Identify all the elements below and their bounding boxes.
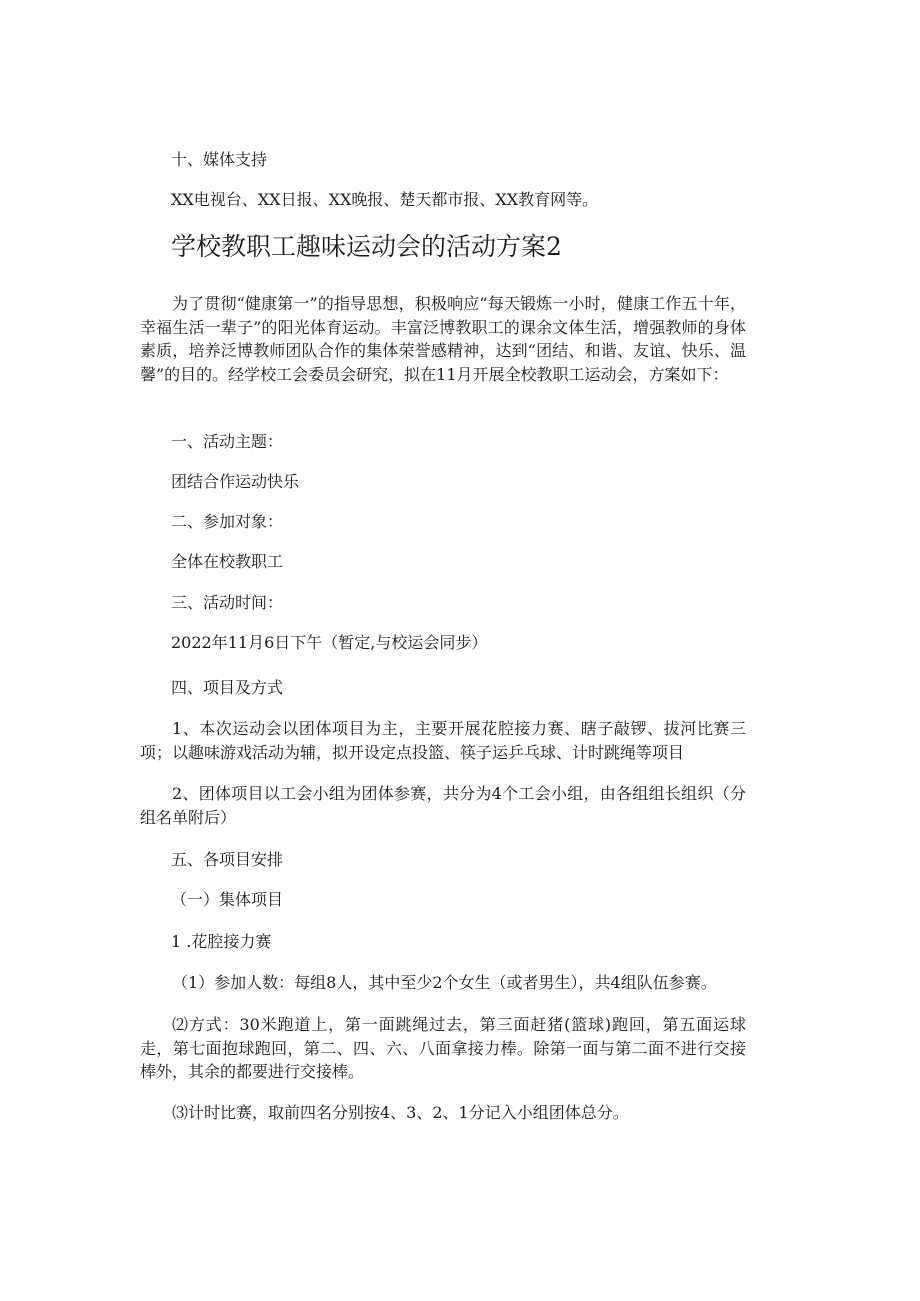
collective-items-subheading: （一）集体项目 (171, 890, 284, 909)
relay-heading: 1 .花腔接力赛 (171, 932, 272, 951)
relay-method: ⑵方式：30米跑道上，第一面跳绳过去，第三面赶猪(篮球)跑回，第五面运球走，第七面抱球跑回，第二、四、六、八面拿接力棒。除第一面与第二面不进行交接棒外，其余的都要进行交接棒。 (140, 1015, 746, 1081)
intro-paragraph: 为了贯彻“健康第一”的指导思想，积极响应“每天锻炼一小时，健康工作五十年，幸福生活一辈子”的阳光体育运动。丰富泛博教职工的课余文体生活，增强教师的身体素质，培养泛博教师团队合作的集体荣誉感精神，达到“团结、和谐、友谊、快乐、温馨”的目的。经学校工会委员会研究，拟在11月开展全校教职工运动会，方案如下： (140, 294, 746, 384)
relay-scoring: ⑶计时比赛，取前四名分别按4、3、2、1分记入小组团体总分。 (172, 1103, 629, 1122)
relay-participants: （1）参加人数：每组8人，其中至少2个女生（或者男生），共4组队伍参赛。 (172, 973, 717, 992)
time-text: 2022年11月6日下午（暂定,与校运会同步） (171, 633, 488, 652)
participants-heading: 二、参加对象： (171, 512, 284, 531)
theme-heading: 一、活动主题： (171, 432, 284, 451)
section-10-text: XX电视台、XX日报、XX晚报、楚天都市报、XX教育网等。 (171, 190, 599, 209)
section-10-heading: 十、媒体支持 (171, 150, 268, 169)
page-title: 学校教职工趣味运动会的活动方案2 (171, 232, 562, 261)
theme-text: 团结合作运动快乐 (171, 472, 300, 491)
time-heading: 三、活动时间： (171, 593, 284, 612)
items-paragraph-1: 1、本次运动会以团体项目为主，主要开展花腔接力赛、瞎子敲锣、拔河比赛三项；以趣味游戏活动为辅，拟开设定点投篮、筷子运乒乓球、计时跳绳等项目 (140, 719, 746, 762)
items-heading: 四、项目及方式 (171, 678, 284, 697)
participants-text: 全体在校教职工 (171, 552, 284, 571)
arrangement-heading: 五、各项目安排 (171, 850, 284, 869)
items-paragraph-2: 2、团体项目以工会小组为团体参赛，共分为4个工会小组，由各组组长组织（分组名单附后） (140, 784, 746, 827)
